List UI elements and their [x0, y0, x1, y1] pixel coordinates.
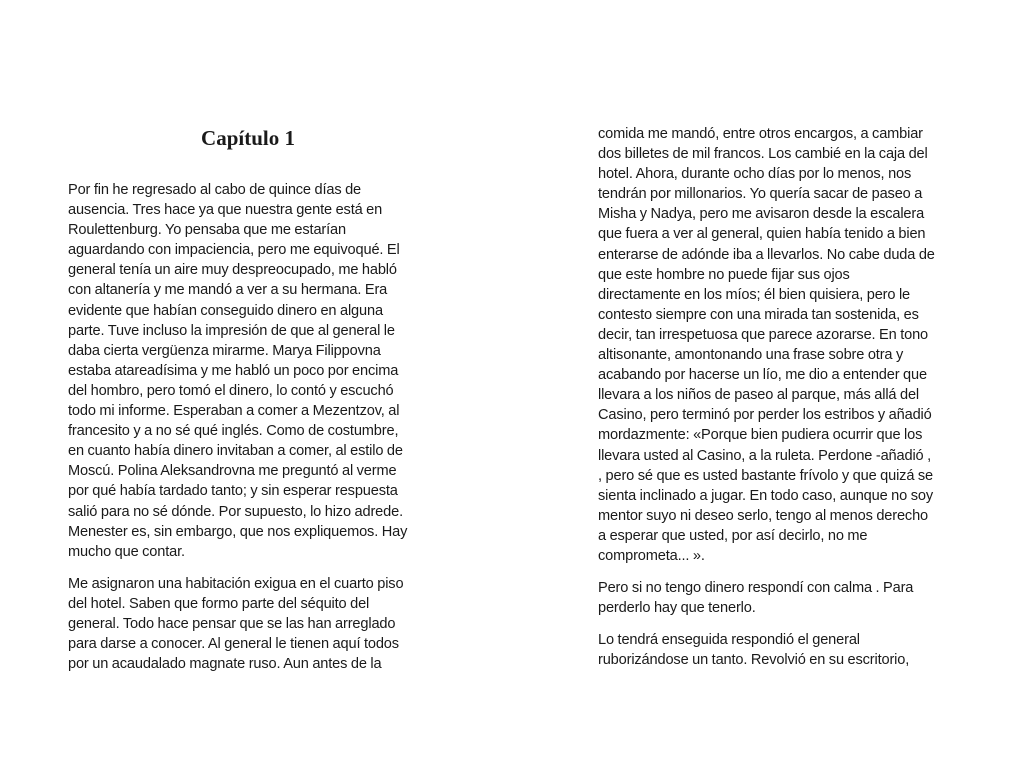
right-page-text-column [598, 124, 960, 682]
text-line: del hombro, pero tomó el dinero, lo contó y escuchó [68, 382, 394, 399]
text-line: perderlo hay que tenerlo. [598, 600, 756, 617]
text-line: Casino, pero terminó por perder los estribos y añadió [598, 407, 932, 424]
text-line: comida me mandó, entre otros encargos, a cambiar [598, 126, 923, 142]
text-line: ausencia. Tres hace ya que nuestra gente está en [68, 202, 383, 219]
text-line: enterarse de adónde iba a llevarlos. No cabe duda de [598, 246, 935, 263]
text-line: Roulettenburg. Yo pensaba que me estarían [68, 222, 346, 239]
text-line: francesito y a no sé qué inglés. Como de costumbre, [68, 423, 399, 440]
text-line: tendrán por millonarios. Yo quería sacar de paseo a [598, 186, 923, 203]
chapter-title: Capítulo 1 [201, 126, 295, 150]
right-page [512, 0, 1024, 768]
text-line: hotel. Ahora, durante ocho días por lo menos, nos [598, 166, 912, 183]
text-line: acabando por hacerse un lío, me dio a entender que [598, 367, 927, 384]
text-line: Misha y Nadya, pero me avisaron desde la escalera [598, 206, 925, 223]
text-line: Por fin he regresado al cabo de quince días de [68, 182, 362, 198]
text-line: dos billetes de mil francos. Los cambié en la caja del [598, 146, 928, 163]
text-line: Menester es, sin embargo, que nos expliquemos. Hay [68, 523, 408, 540]
text-line: daba cierta vergüenza mirarme. Marya Filippovna [68, 342, 381, 359]
paragraph [68, 180, 430, 562]
text-line: ruborizándose un tanto. Revolvió en su escritorio, [598, 652, 910, 669]
text-line: por qué había tardado tanto; y sin esperar respuesta [68, 483, 398, 500]
text-line: decir, tan irrespetuosa que parece azorarse. En tono [598, 326, 929, 343]
text-line: contesto siempre con una mirada tan sostenida, es [598, 306, 919, 323]
text-line: Moscú. Polina Aleksandrovna me preguntó al verme [68, 463, 397, 480]
text-line: del hotel. Saben que formo parte del séquito del [68, 595, 370, 612]
text-line: por un acaudalado magnate ruso. Aun antes de la [68, 656, 382, 673]
text-line: evidente que habían conseguido dinero en alguna [68, 302, 383, 319]
paragraph [598, 630, 960, 670]
text-line: mordazmente: «Porque bien pudiera ocurrir que los [598, 427, 923, 444]
text-line: mucho que contar. [68, 543, 185, 560]
text-line: Lo tendrá enseguida respondió el general [598, 632, 860, 649]
text-line: para darse a conocer. Al general le tienen aquí todos [68, 636, 399, 653]
text-line: que este hombre no puede fijar sus ojos [598, 266, 850, 283]
text-line: parte. Tuve incluso la impresión de que al general le [68, 322, 395, 339]
text-line: Pero si no tengo dinero respondí con calma . Para [598, 580, 914, 597]
text-line: directamente en los míos; él bien quisiera, pero le [598, 286, 910, 303]
text-line: altisonante, amontonando una frase sobre otra y [598, 347, 904, 364]
text-line: todo mi informe. Esperaban a comer a Mezentzov, al [68, 403, 400, 420]
text-line: que fuera a ver al general, quien había tenido a bien [598, 226, 926, 243]
text-line: aguardando con impaciencia, pero me equivoqué. El [68, 242, 400, 259]
text-line: con altanería y me mandó a ver a su hermana. Era [68, 282, 388, 299]
text-line: llevara usted al Casino, a la ruleta. Perdone -añadió , [598, 447, 932, 464]
text-line: a esperar que usted, por así decirlo, no me [598, 527, 868, 544]
paragraph [68, 574, 430, 674]
text-line: comprometa... ». [598, 547, 705, 564]
text-line: general tenía un aire muy despreocupado, me habló [68, 262, 397, 279]
text-line: general. Todo hace pensar que se las han arreglado [68, 615, 396, 632]
paragraph [598, 124, 960, 566]
text-line: llevara a los niños de paseo al parque, más allá del [598, 387, 920, 404]
text-line: , pero sé que es usted bastante frívolo y que quizá se [598, 467, 934, 484]
text-line: estaba atareadísima y me habló un poco por encima [68, 362, 399, 379]
text-line: sienta inclinado a jugar. En todo caso, aunque no soy [598, 487, 933, 504]
paragraph [598, 578, 960, 618]
text-line: salió para no sé dónde. Por supuesto, lo hizo adrede. [68, 503, 403, 520]
text-line: en cuanto había dinero invitaban a comer, al estilo de [68, 443, 403, 460]
left-page-text-column [68, 125, 430, 686]
text-line: mentor suyo ni deseo serlo, tengo al menos derecho [598, 507, 929, 524]
text-line: Me asignaron una habitación exigua en el cuarto piso [68, 575, 404, 592]
